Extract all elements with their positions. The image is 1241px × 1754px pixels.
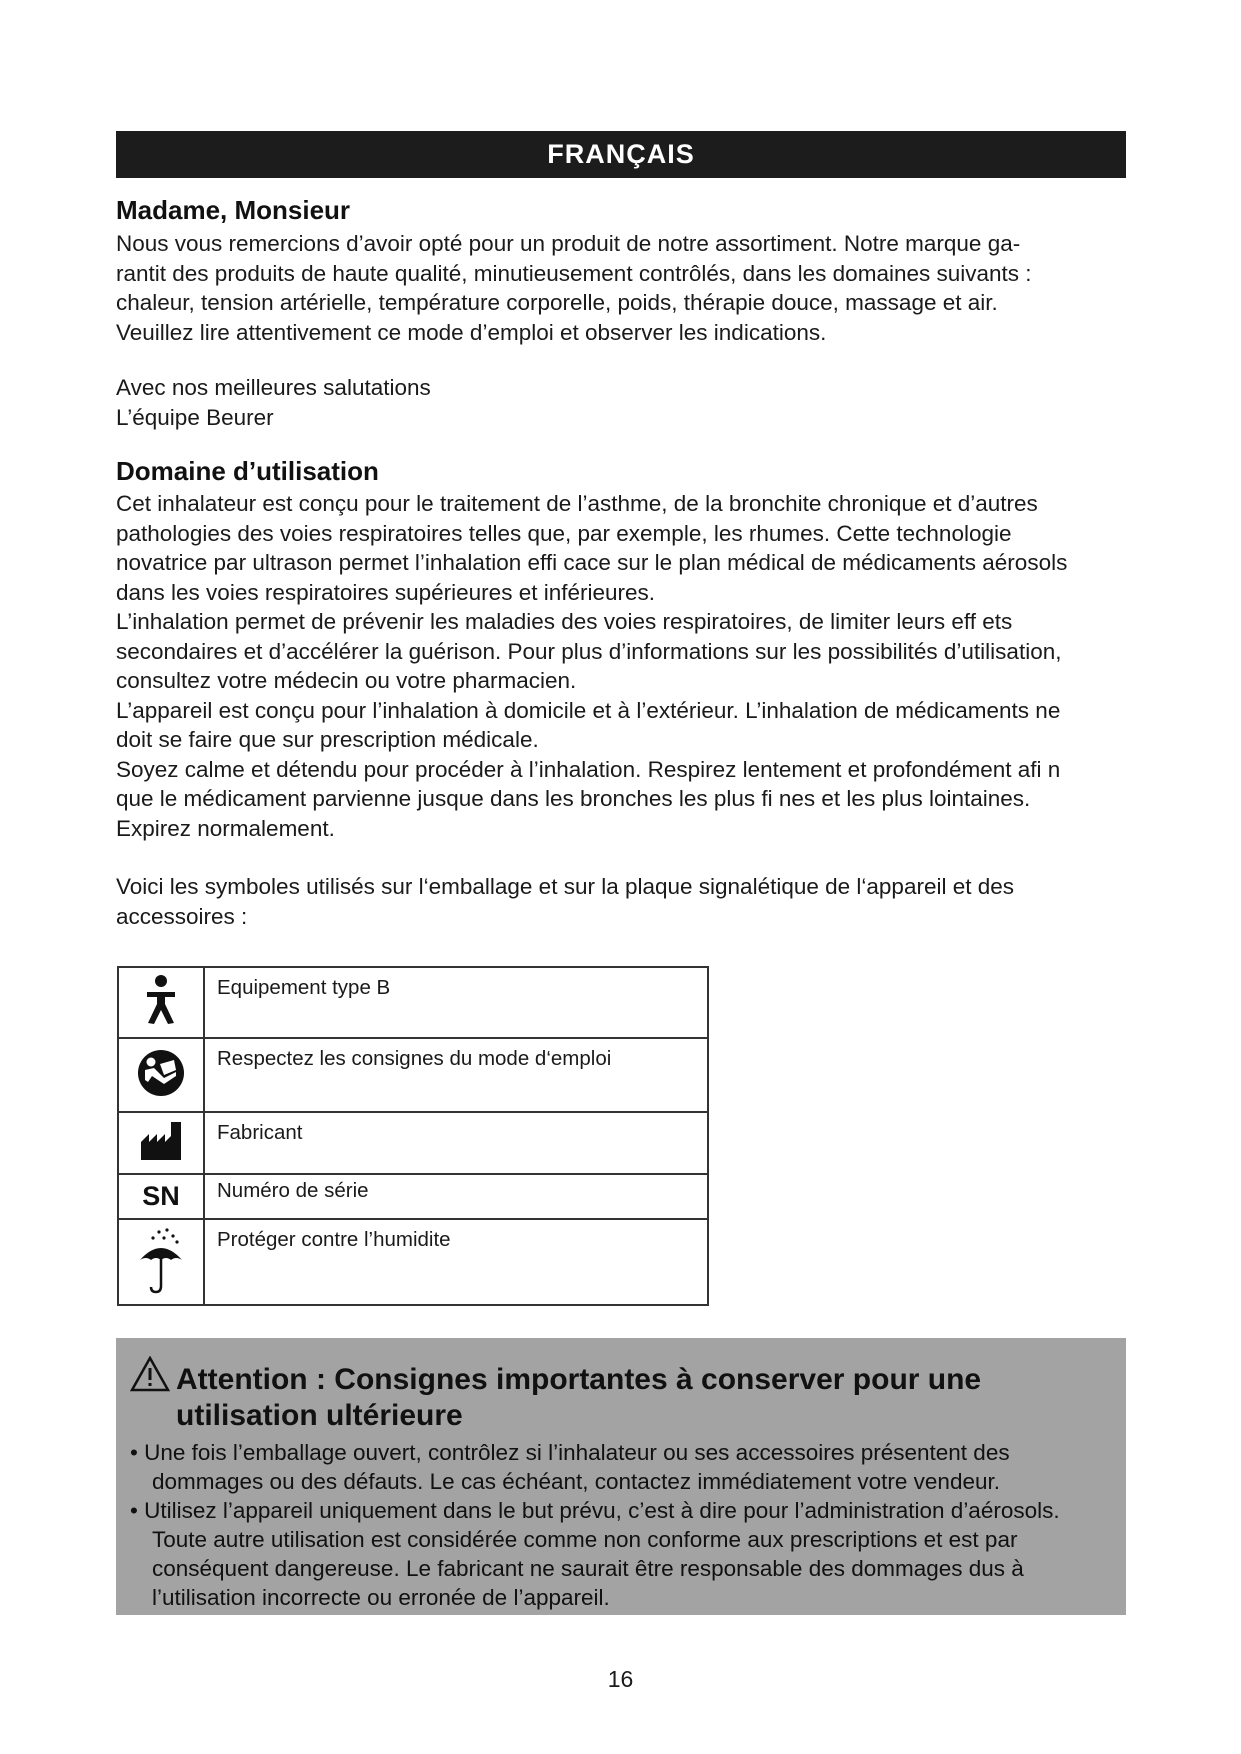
greeting-title: Madame, Monsieur (116, 195, 351, 225)
text-line: Avec nos meilleures salutations (116, 375, 431, 400)
type-b-person-icon (141, 974, 181, 1026)
text-line: consultez votre médecin ou votre pharmacien. (116, 668, 577, 693)
text-line: que le médicament parvienne jusque dans les bronches les plus fi nes et les plus lointaines. (116, 786, 1031, 811)
warning-title (176, 1362, 981, 1434)
text-line: accessoires : (116, 903, 248, 929)
usage-paragraph (116, 489, 1126, 843)
text-line: Toute autre utilisation est considérée comme non conforme aux prescriptions et est par (152, 1527, 1018, 1552)
text-line: L’appareil est conçu pour l’inhalation à domicile et à l’extérieur. L’inhalation de médicaments ne (116, 697, 1061, 723)
symbol-label: Numéro de série (204, 1174, 708, 1219)
table-row (118, 1112, 708, 1174)
list-item: • Une fois l’emballage ouvert, contrôlez si l’inhalateur ou ses accessoires présentent des (130, 1440, 1010, 1465)
instructions-book-icon (136, 1048, 186, 1098)
warning-box (116, 1338, 1126, 1615)
symbol-cell (118, 1174, 204, 1219)
text-line: secondaires et d’accélérer la guérison. Pour plus d’informations sur les possibilités d’utilisation, (116, 638, 1062, 664)
text-line: Voici les symboles utilisés sur l‘emballage et sur la plaque signalétique de l‘appareil et des (116, 874, 1015, 899)
text-line: utilisation ultérieure (176, 1399, 463, 1432)
text-line: rantit des produits de haute qualité, minutieusement contrôlés, dans les domaines suivants : (116, 260, 1032, 286)
text-line: dans les voies respiratoires supérieures et inférieures. (116, 579, 656, 605)
text-line: l’utilisation incorrecte ou erronée de l’appareil. (152, 1585, 610, 1610)
symbol-cell (118, 1112, 204, 1174)
closing-paragraph (116, 373, 1126, 432)
warning-triangle-icon (130, 1356, 170, 1392)
text-line: pathologies des voies respiratoires telles que, par exemple, les rhumes. Cette technologie (116, 520, 1012, 546)
table-row (118, 967, 708, 1038)
text-line: L’inhalation permet de prévenir les maladies des voies respiratoires, de limiter leurs eff ets (116, 609, 1013, 634)
text-line: Expirez normalement. (116, 815, 335, 841)
symbol-cell (118, 1219, 204, 1305)
serial-number-symbol: SN (142, 1181, 180, 1211)
text-line: Nous vous remercions d’avoir opté pour un produit de notre assortiment. Notre marque ga- (116, 231, 1021, 256)
table-row (118, 1219, 708, 1305)
text-line: L’équipe Beurer (116, 404, 274, 430)
text-line: dommages ou des défauts. Le cas échéant, contactez immédiatement votre vendeur. (152, 1469, 1000, 1494)
text-line: Soyez calme et détendu pour procéder à l’inhalation. Respirez lentement et profondément afi n (116, 756, 1061, 782)
text-line: Cet inhalateur est conçu pour le traitement de l’asthme, de la bronchite chronique et d’autres (116, 491, 1038, 516)
symbol-label: Fabricant (204, 1112, 708, 1174)
symbol-label: Protéger contre l’humidite (204, 1219, 708, 1305)
table-row (118, 1038, 708, 1112)
table-row (118, 1174, 708, 1219)
text-line: Attention : Consignes importantes à conserver pour une (176, 1363, 982, 1396)
usage-title: Domaine d’utilisation (116, 456, 379, 486)
warning-list (130, 1438, 1060, 1612)
text-line: Veuillez lire attentivement ce mode d’emploi et observer les indications. (116, 319, 827, 345)
language-banner: FRANÇAIS (116, 131, 1126, 178)
greeting-paragraph (116, 229, 1126, 347)
symbol-label: Equipement type B (204, 967, 708, 1038)
symbol-cell (118, 967, 204, 1038)
factory-icon (139, 1120, 183, 1162)
symbols-table (117, 966, 709, 1306)
symbols-intro (116, 872, 1126, 931)
umbrella-icon (137, 1226, 185, 1294)
symbol-cell (118, 1038, 204, 1112)
text-line: doit se faire que sur prescription médicale. (116, 727, 539, 752)
text-line: chaleur, tension artérielle, température corporelle, poids, thérapie douce, massage et air. (116, 290, 998, 315)
text-line: novatrice par ultrason permet l’inhalation effi cace sur le plan médical de médicaments aérosols (116, 550, 1068, 575)
text-line: conséquent dangereuse. Le fabricant ne saurait être responsable des dommages dus à (152, 1556, 1024, 1581)
list-item: • Utilisez l’appareil uniquement dans le but prévu, c’est à dire pour l’administration d’aérosols. (130, 1498, 1060, 1523)
page-number: 16 (607, 1666, 634, 1692)
symbol-label: Respectez les consignes du mode d‘emploi (204, 1038, 708, 1112)
